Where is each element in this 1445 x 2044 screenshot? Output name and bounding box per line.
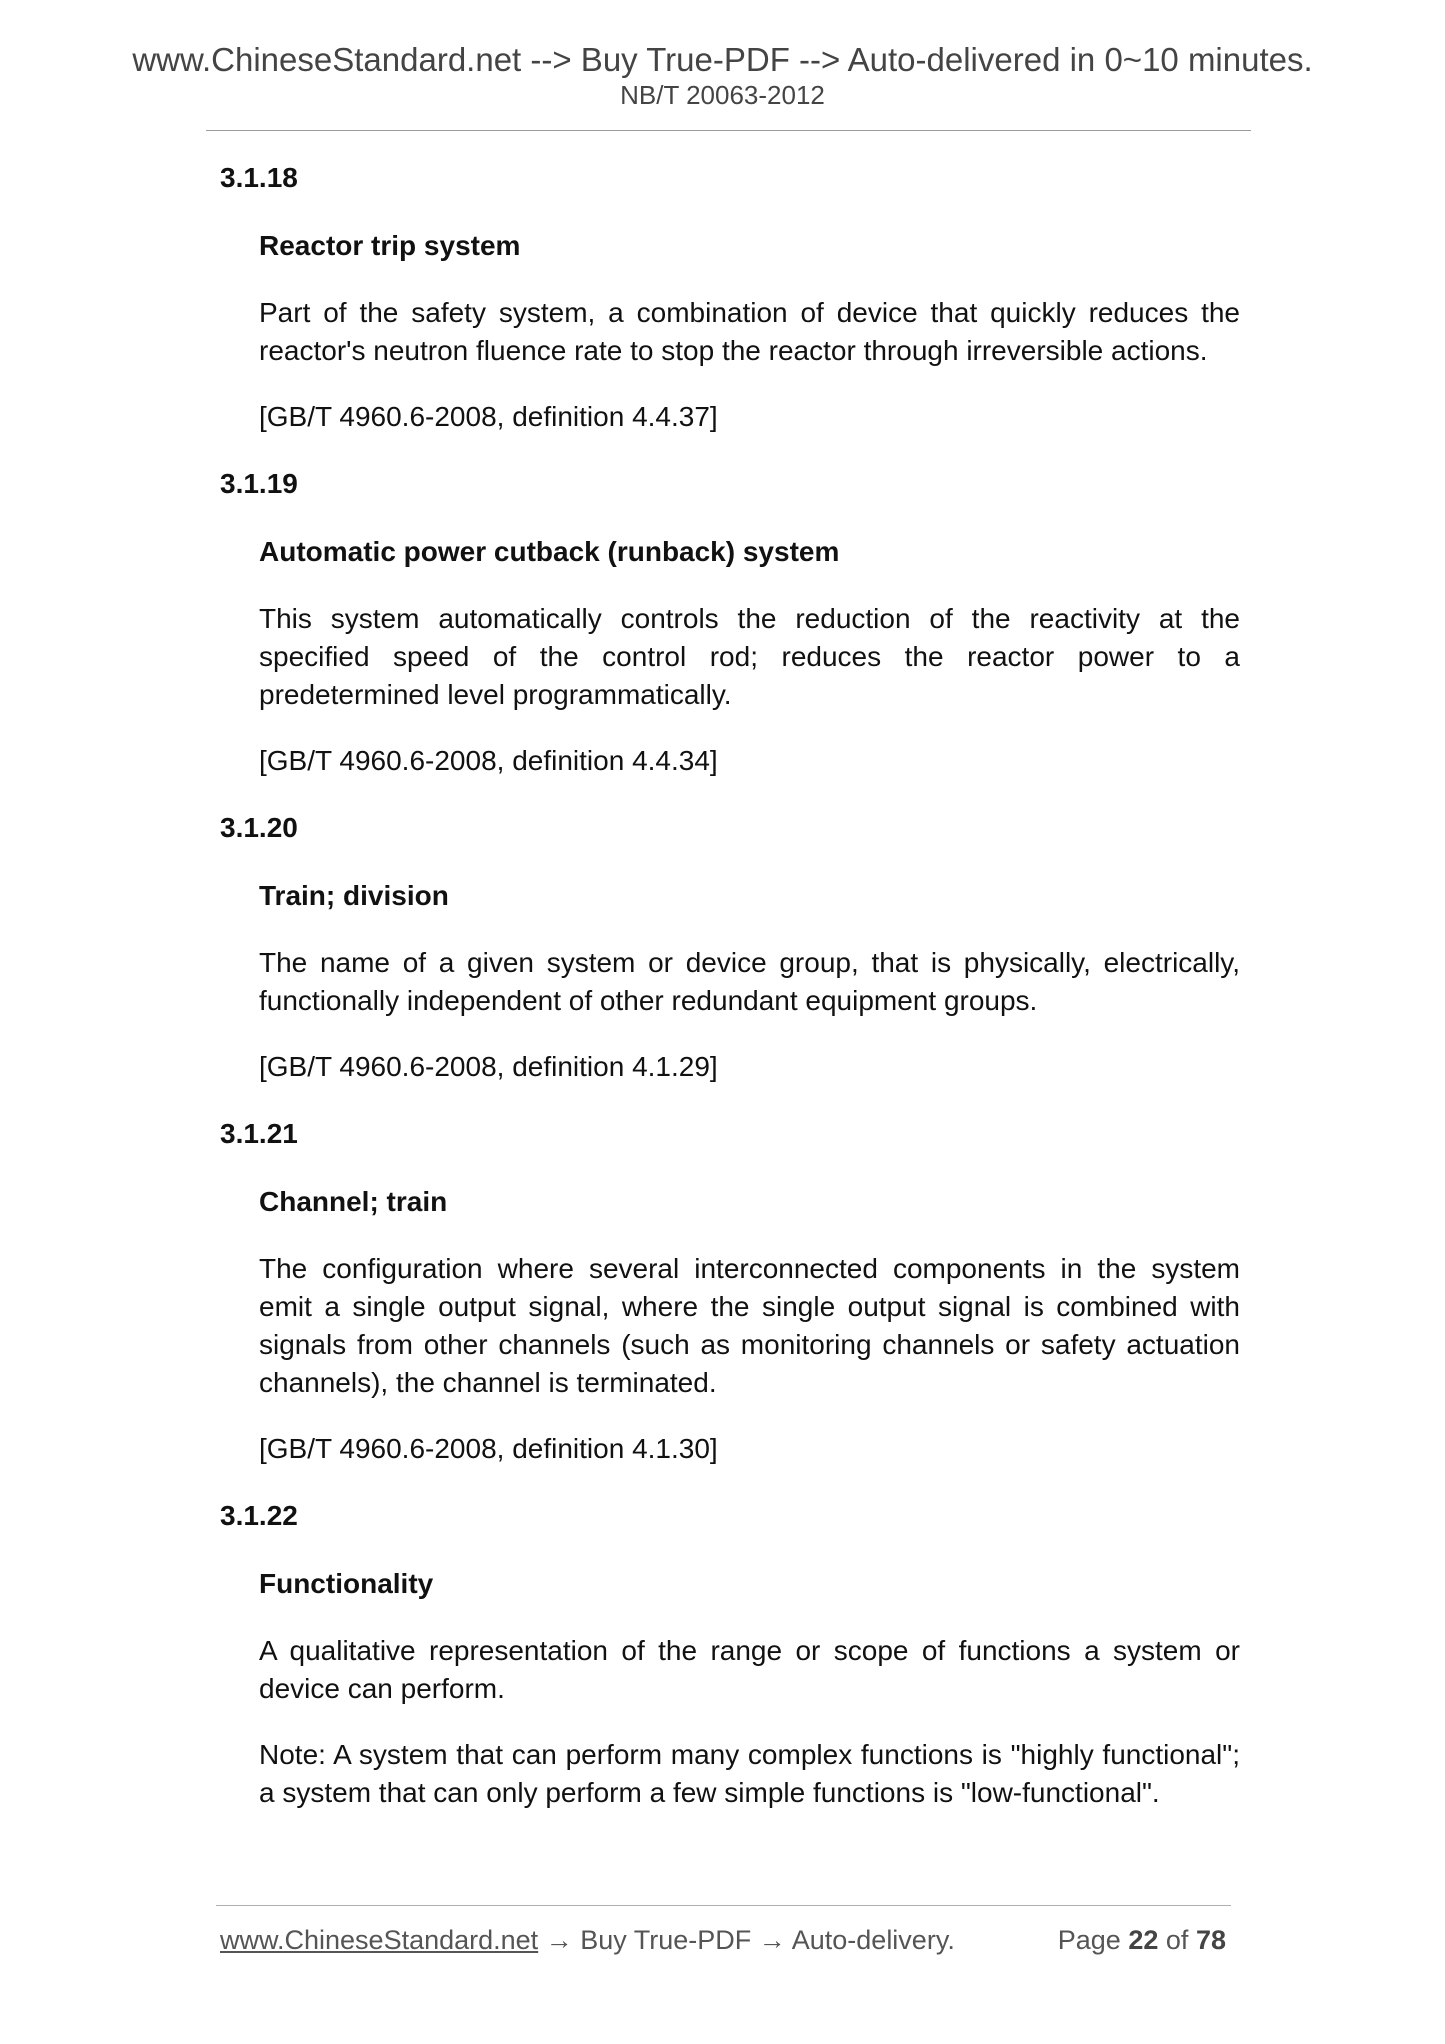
page-footer [220, 1922, 1230, 1958]
source-reference: [GB/T 4960.6-2008, definition 4.1.29] [259, 1051, 718, 1082]
definition-text: The configuration where several interconnected components in the system emit a single output signal, where the single output signal is combined with signals from other channels (such as monitoring channels or safety actuation channels), the channel is terminated. [259, 1253, 1240, 1398]
clause-number: 3.1.18 [220, 162, 298, 193]
term-title: Train; division [259, 880, 449, 911]
page-label: Page [1057, 1925, 1121, 1955]
footer-site-link[interactable]: www.ChineseStandard.net [220, 1925, 539, 1955]
definition-text: A qualitative representation of the range or scope of functions a system or device can perform. [259, 1635, 1240, 1704]
definition-note: Note: A system that can perform many complex functions is "highly functional"; a system that can only perform a few simple functions is "low-functional". [259, 1739, 1240, 1808]
definition-text: The name of a given system or device group, that is physically, electrically, functionally independent of other redundant equipment groups. [259, 947, 1240, 1016]
source-reference: [GB/T 4960.6-2008, definition 4.1.30] [259, 1433, 718, 1464]
clause-number: 3.1.19 [220, 468, 298, 499]
standard-number: NB/T 20063-2012 [620, 80, 825, 110]
clause-number: 3.1.20 [220, 812, 298, 843]
document-body [220, 158, 1240, 1840]
site-banner: www.ChineseStandard.net --> Buy True-PDF --> Auto-delivered in 0~10 minutes. [132, 41, 1313, 78]
source-reference: [GB/T 4960.6-2008, definition 4.4.37] [259, 401, 718, 432]
footer-divider [216, 1905, 1231, 1906]
source-reference: [GB/T 4960.6-2008, definition 4.4.34] [259, 745, 718, 776]
page-current: 22 [1128, 1925, 1159, 1955]
clause-number: 3.1.21 [220, 1118, 298, 1149]
clause-number: 3.1.22 [220, 1500, 298, 1531]
page-total: 78 [1195, 1925, 1226, 1955]
term-title: Functionality [259, 1568, 434, 1599]
term-title: Automatic power cutback (runback) system [259, 536, 840, 567]
page-indicator [1058, 1922, 1226, 1958]
term-title: Reactor trip system [259, 230, 521, 261]
definition-text: Part of the safety system, a combination of device that quickly reduces the reactor's neutron fluence rate to stop the reactor through irreversible actions. [259, 297, 1240, 366]
header-divider [206, 130, 1251, 131]
definition-text: This system automatically controls the reduction of the reactivity at the specified speed of the control rod; reduces the reactor power to a predetermined level programmatically. [259, 603, 1240, 710]
footer-tagline: → Buy True-PDF → Auto-delivery. [538, 1925, 955, 1955]
page-of-label: of [1165, 1925, 1189, 1955]
term-title: Channel; train [259, 1186, 448, 1217]
